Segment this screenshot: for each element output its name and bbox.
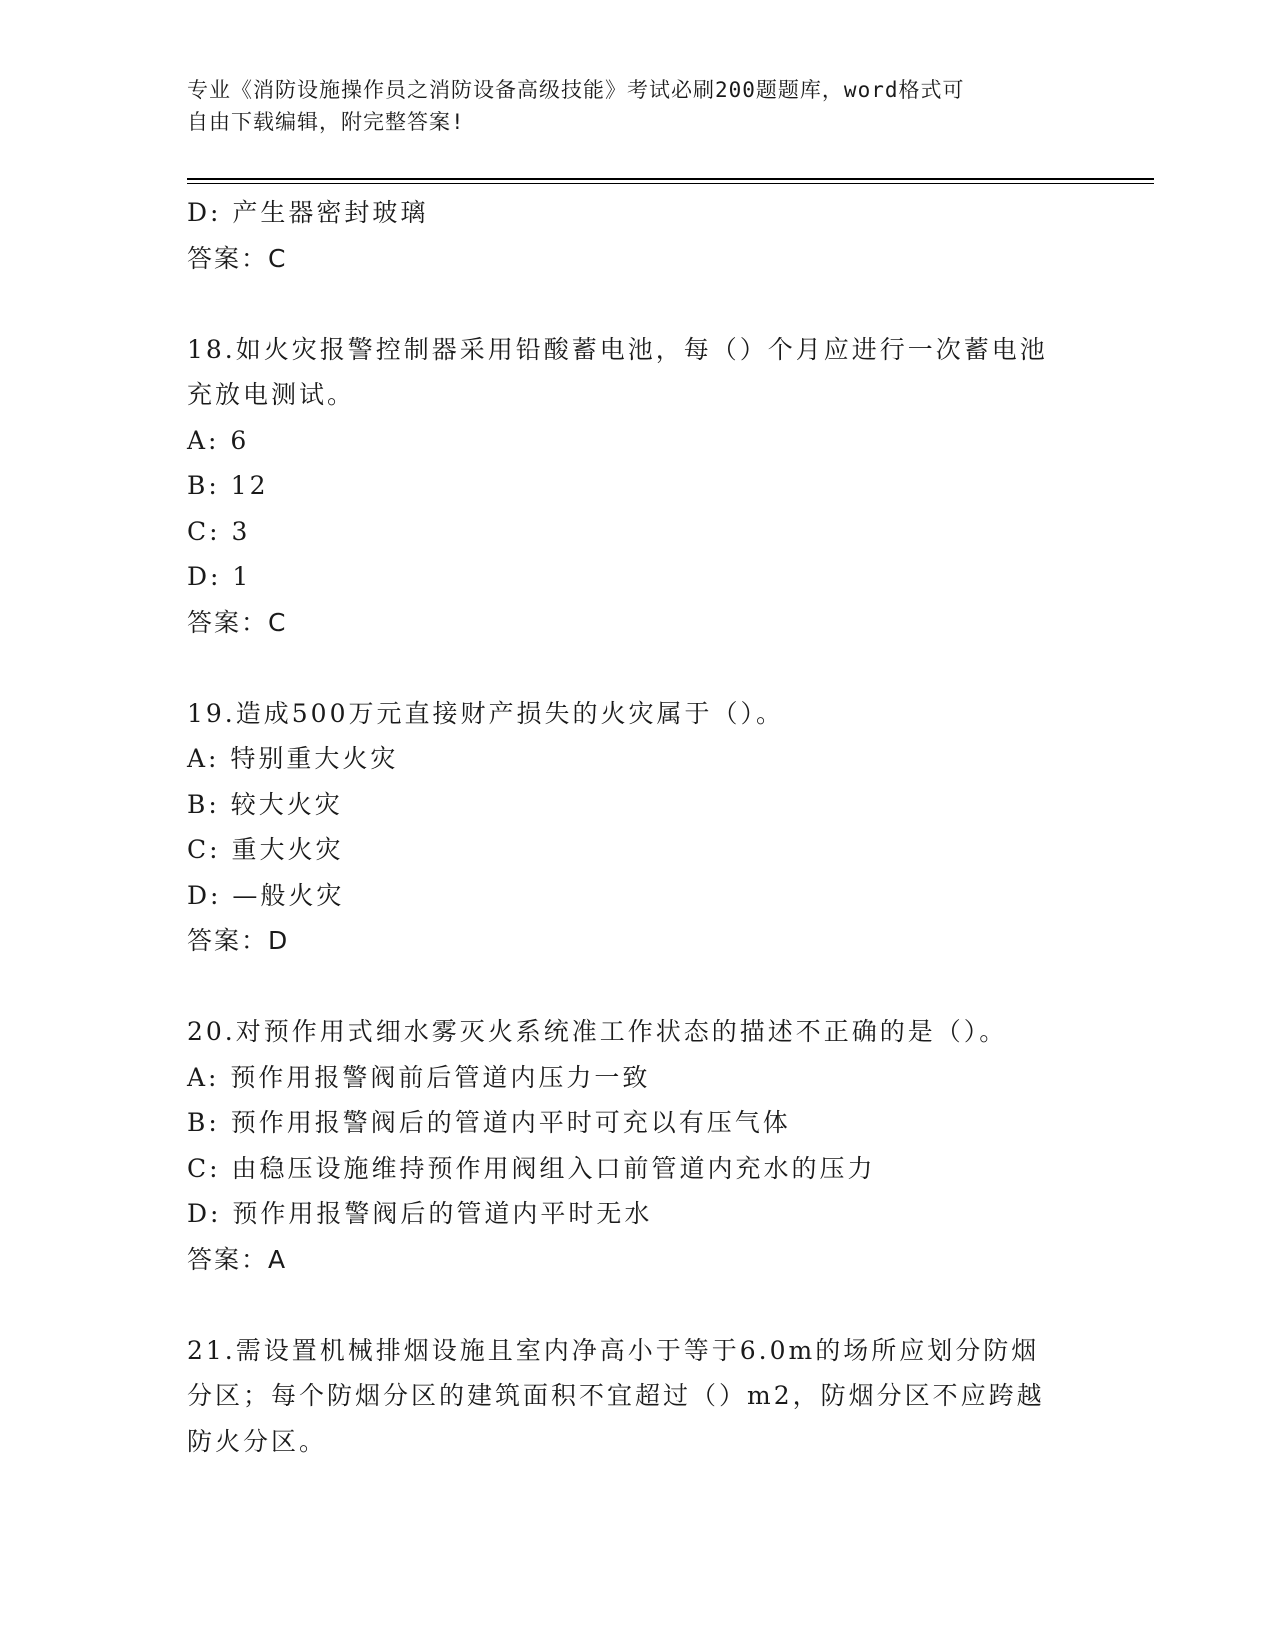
question-text: 20.对预作用式细水雾灭火系统准工作状态的描述不正确的是（）。 — [187, 1017, 1008, 1046]
question-20 — [187, 1009, 1087, 1282]
header-divider-thin — [187, 183, 1154, 184]
option-b: B: 12 — [187, 471, 269, 500]
spacer — [187, 281, 1087, 327]
spacer — [187, 964, 1087, 1010]
question-19 — [187, 691, 1087, 964]
question-18 — [187, 327, 1087, 646]
spacer — [187, 1282, 1087, 1328]
option-d: D: —般火灾 — [187, 880, 345, 910]
answer: 答案：C — [187, 243, 288, 273]
spacer — [187, 645, 1087, 691]
header-divider-thick — [187, 178, 1154, 180]
option-a: A: 6 — [187, 425, 250, 455]
question-17-tail — [187, 190, 1087, 281]
question-text: 防火分区。 — [187, 1426, 328, 1456]
question-text: 18.如火灾报警控制器采用铅酸蓄电池，每（）个月应进行一次蓄电池 — [187, 334, 1048, 364]
answer: 答案：C — [187, 607, 288, 637]
header-line-2: 自由下载编辑，附完整答案! — [187, 110, 465, 134]
option-c: C: 重大火灾 — [187, 835, 344, 864]
option-d: D: 1 — [187, 562, 252, 591]
question-text: 21.需设置机械排烟设施且室内净高小于等于6.0m的场所应划分防烟 — [187, 1335, 1040, 1365]
header-line-1: 专业《消防设施操作员之消防设备高级技能》考试必刷200题题库，word格式可 — [187, 78, 965, 102]
question-21 — [187, 1328, 1087, 1465]
question-list — [187, 190, 1087, 1464]
option-a: A: 特别重大火灾 — [187, 744, 399, 773]
question-text: 19.造成500万元直接财产损失的火灾属于（）。 — [187, 698, 784, 728]
answer: 答案：D — [187, 926, 290, 955]
option-c: C: 由稳压设施维持预作用阀组入口前管道内充水的压力 — [187, 1153, 876, 1183]
option-b: B: 较大火灾 — [187, 789, 343, 819]
option-b: B: 预作用报警阀后的管道内平时可充以有压气体 — [187, 1108, 791, 1137]
question-text: 充放电测试。 — [187, 380, 356, 409]
option-d: D: 预作用报警阀后的管道内平时无水 — [187, 1199, 653, 1228]
answer: 答案：A — [187, 1244, 288, 1274]
document-header — [187, 74, 1067, 138]
option-a: A: 预作用报警阀前后管道内压力一致 — [187, 1062, 651, 1092]
option-d: D: 产生器密封玻璃 — [187, 198, 429, 227]
option-c: C: 3 — [187, 516, 251, 546]
question-text: 分区；每个防烟分区的建筑面积不宜超过（）m2，防烟分区不应跨越 — [187, 1381, 1045, 1410]
